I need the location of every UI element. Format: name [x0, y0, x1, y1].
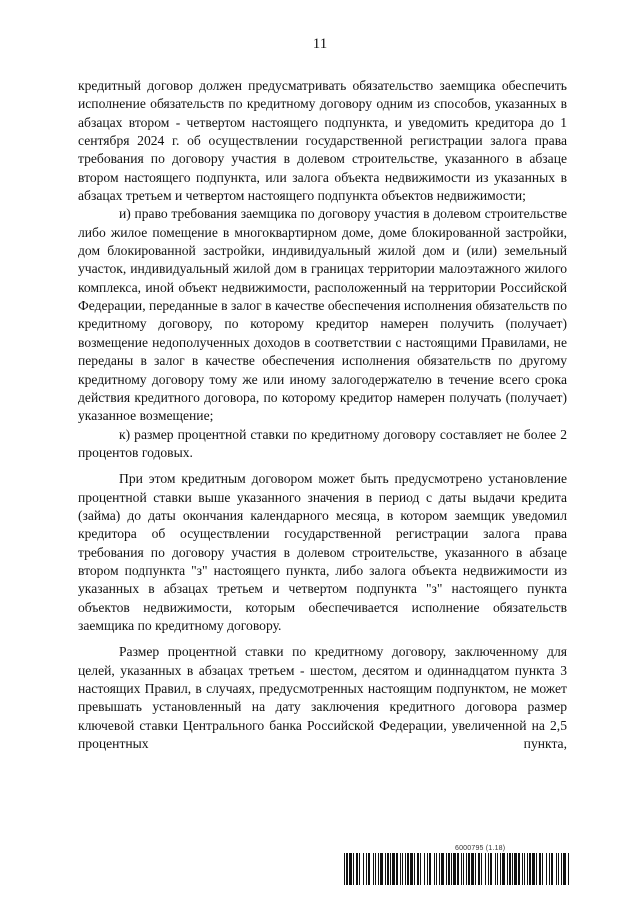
page-number: 11 — [312, 36, 328, 52]
paragraph-item-k: к) размер процентной ставки по кредитному договору составляет не более 2 процентов годовых. — [78, 426, 567, 460]
paragraph-rate-limit: Размер процентной ставки по кредитному договору, заключенному для целей, указанных в абзацах третьем - шестом, десятом и одиннадцатом пункта 3 настоящих Правил, в случаях, предусмотренных настоящим подпунктом, не может превышать установленный на дату заключения кредитного договора размер ключевой ставки Центрального банка Российской Федерации, увеличенной на 2,5 процентных пункта, — [78, 644, 567, 752]
document-code: 6000795 (1.18) — [455, 845, 506, 852]
paragraph-item-i: и) право требования заемщика по договору участия в долевом строительстве либо жилое помещение в многоквартирном доме, доме блокированной застройки, дом блокированной застройки, индивидуальный жилой дом и (или) земельный участок, индивидуальный жилой дом в границах территории малоэтажного жилого комплекса, иной объект недвижимости, расположенный на территории Российской Федерации, переданные в залог в качестве обеспечения исполнения обязательств по кредитному договору, по которому кредитор намерен получить (получает) возмещение недополученных доходов в соответствии с настоящими Правилами, не переданы в залог в качестве обеспечения исполнения обязательств по другому кредитному договору тому же или иному залогодержателю в течение всего срока действия кредитного договора, по которому кредитор намерен получать (получает) указанное возмещение; — [78, 206, 567, 424]
paragraph-continuation: кредитный договор должен предусматривать обязательство заемщика обеспечить исполнение обязательств по кредитному договору одним из способов, указанных в абзацах втором - четвертом настоящего подпункта, и уведомить кредитора до 1 сентября 2024 г. об осуществлении государственной регистрации залога права требования по договору участия в долевом строительстве, указанного в абзаце втором настоящего подпункта, или залога объекта недвижимости из указанных в абзацах третьем и четвертом настоящего подпункта объектов недвижимости; — [78, 78, 567, 204]
barcode — [344, 853, 570, 885]
document-body — [78, 77, 567, 753]
paragraph-rate-exception: При этом кредитным договором может быть предусмотрено установление процентной ставки выше указанного значения в период с даты выдачи кредита (займа) до даты окончания календарного месяца, в котором заемщик уведомил кредитора об осуществлении государственной регистрации залога права требования по договору участия в долевом строительстве, указанного в абзаце втором подпункта "з" настоящего пункта, либо залога объекта недвижимости из указанных в абзацах третьем и четвертом подпункта "з" настоящего пункта объектов недвижимости, которым обеспечивается исполнение обязательств заемщика по кредитному договору. — [78, 471, 567, 633]
